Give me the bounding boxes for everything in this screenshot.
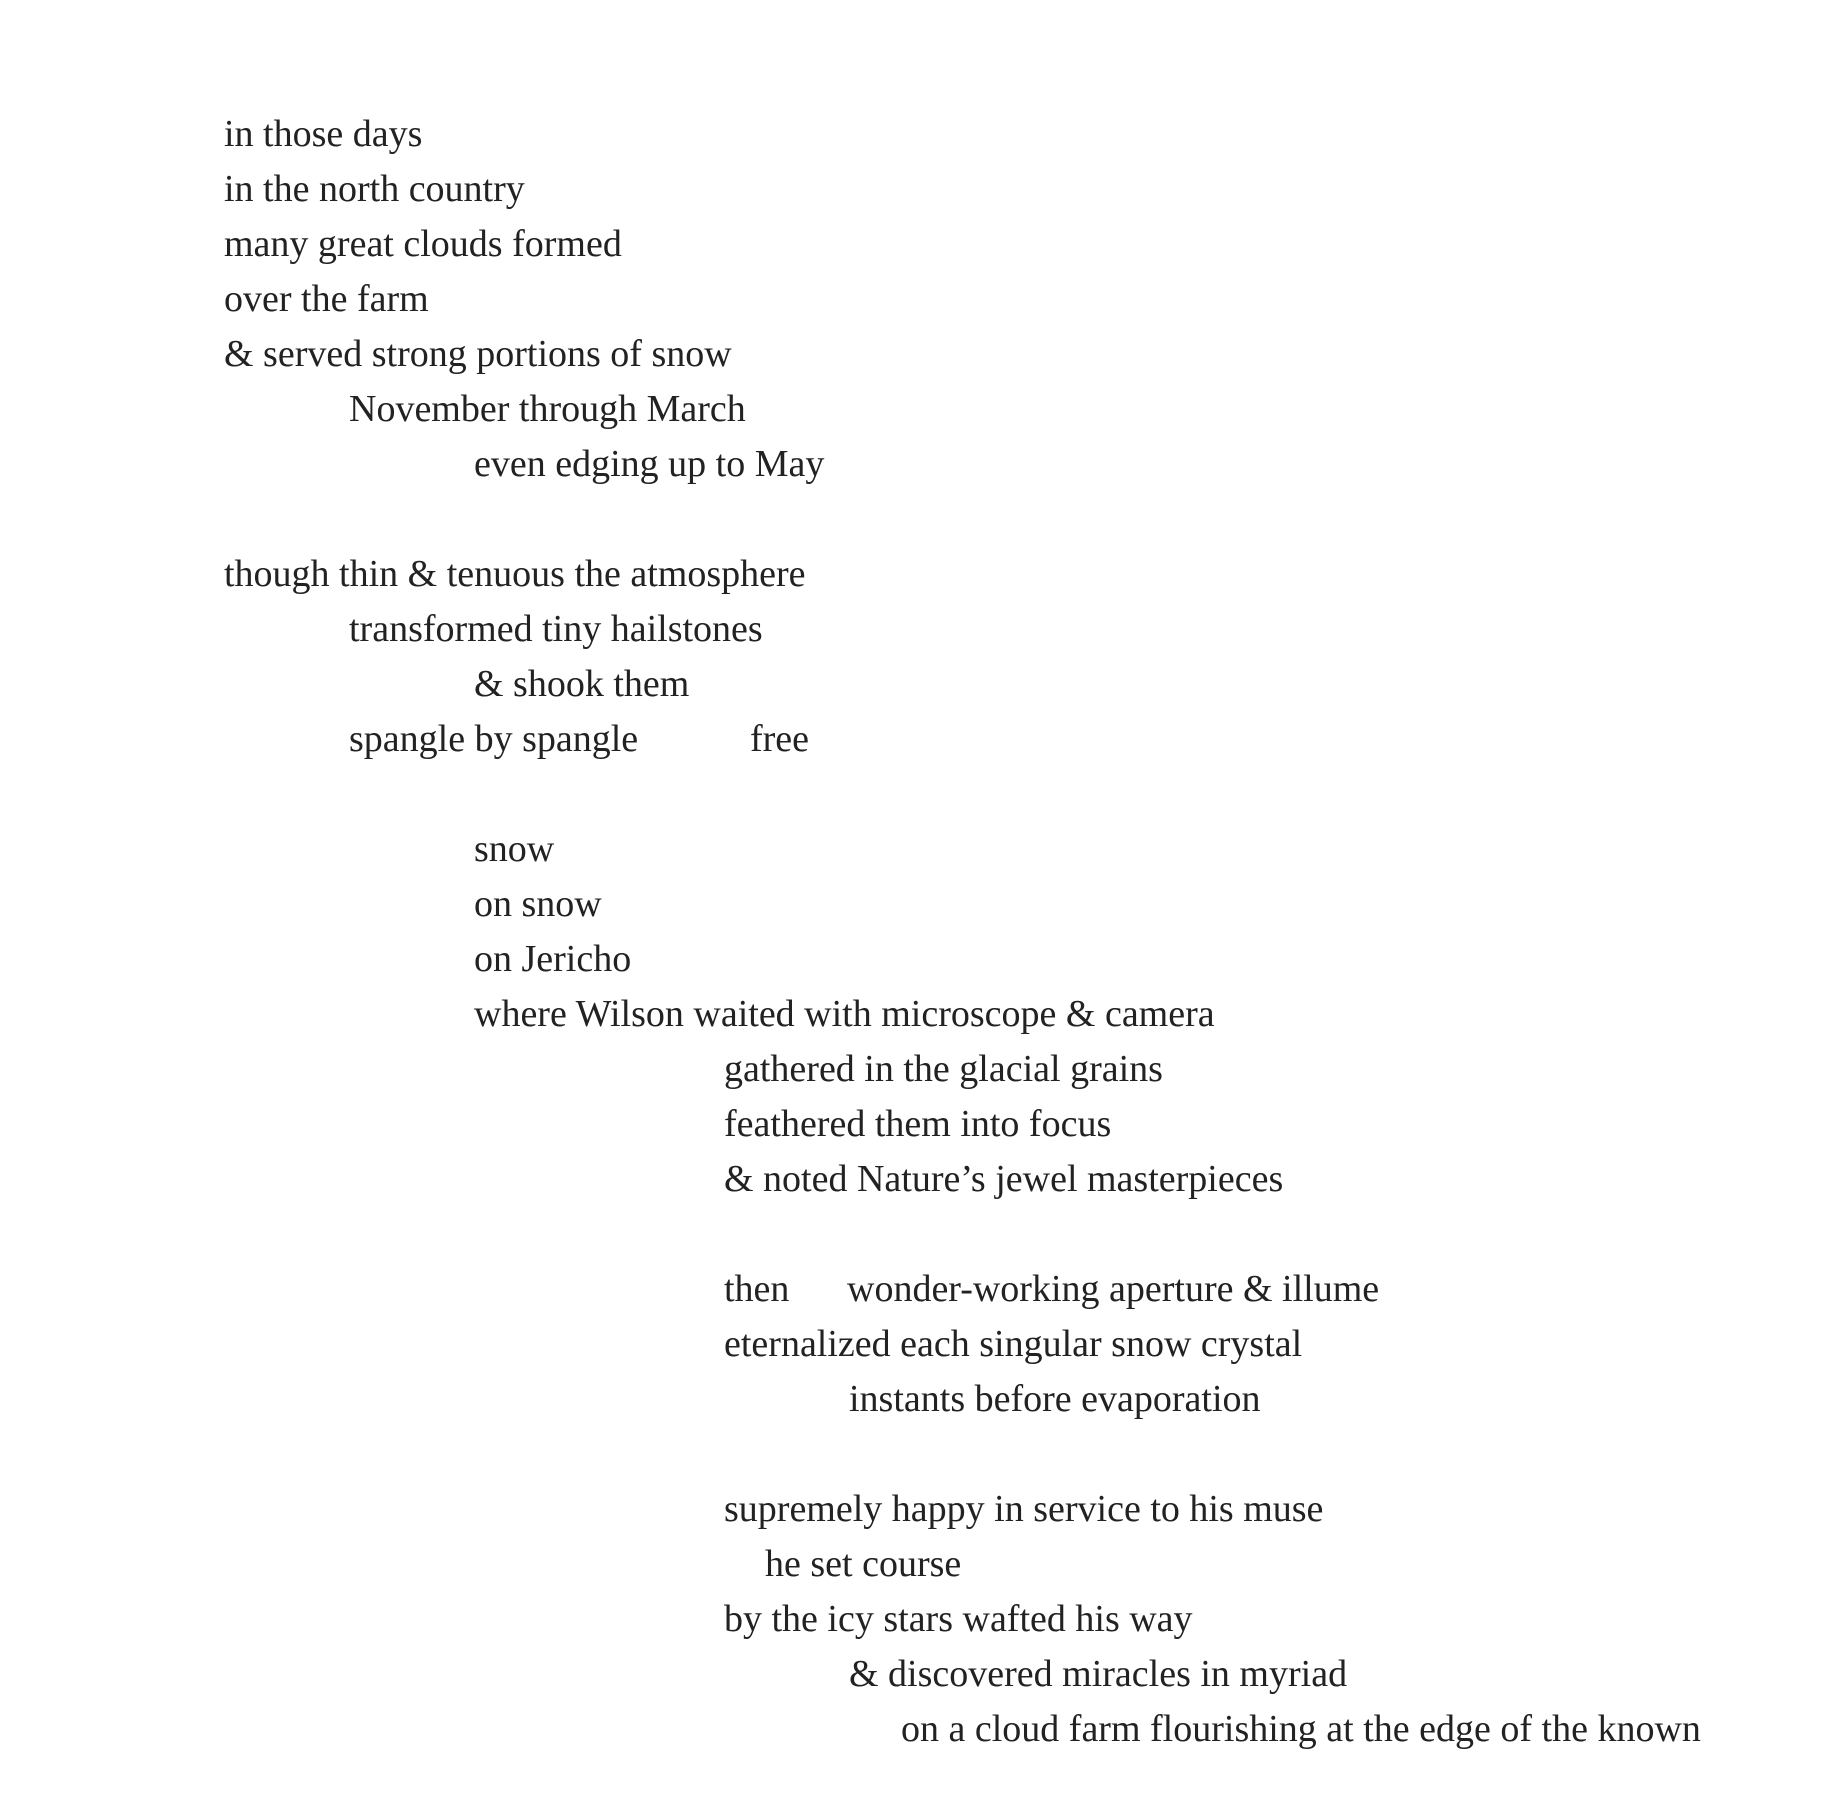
poem-line-text: though thin & tenuous the atmosphere <box>224 553 806 595</box>
poem-line <box>0 437 1824 492</box>
poem-line <box>0 1262 1824 1317</box>
poem-line <box>0 1097 1824 1152</box>
stanza-break <box>0 492 1824 547</box>
poem-line <box>0 1537 1824 1592</box>
poem-line <box>0 932 1824 987</box>
poem-line-text: where Wilson waited with microscope & camera <box>474 993 1215 1035</box>
poem-line <box>0 1152 1824 1207</box>
poem-line-text: in those days <box>224 113 423 155</box>
poem-line-text: supremely happy in service to his muse <box>724 1488 1324 1530</box>
poem-line-text: on a cloud farm flourishing at the edge of the known <box>901 1708 1701 1750</box>
poem-line <box>0 272 1824 327</box>
poem-line <box>0 382 1824 437</box>
poem-line-text: then <box>724 1268 790 1310</box>
poem-line-text: feathered them into focus <box>724 1103 1112 1145</box>
poem <box>0 107 1824 1757</box>
poem-line-extra-text: free <box>750 718 810 760</box>
poem-line-text: in the north country <box>224 168 525 210</box>
stanza-break <box>0 1427 1824 1482</box>
poem-line-text: transformed tiny hailstones <box>349 608 763 650</box>
poem-line-text: snow <box>474 828 555 870</box>
poem-line-text: he set course <box>765 1543 962 1585</box>
poem-line <box>0 327 1824 382</box>
poem-line-text: many great clouds formed <box>224 223 622 265</box>
poem-line <box>0 1317 1824 1372</box>
poem-line <box>0 1372 1824 1427</box>
poem-line-text: November through March <box>349 388 746 430</box>
poem-line-text: & noted Nature’s jewel masterpieces <box>724 1158 1284 1200</box>
stanza-break <box>0 767 1824 822</box>
poem-line-text: & shook them <box>474 663 690 705</box>
poem-line <box>0 1042 1824 1097</box>
poem-line <box>0 822 1824 877</box>
poem-line-text: over the farm <box>224 278 429 320</box>
stanza-break <box>0 1207 1824 1262</box>
poem-line-text: spangle by spangle <box>349 718 639 760</box>
poem-line <box>0 1647 1824 1702</box>
poem-line <box>0 217 1824 272</box>
poem-line-text: eternalized each singular snow crystal <box>724 1323 1303 1365</box>
poem-line <box>0 107 1824 162</box>
poem-line <box>0 1482 1824 1537</box>
poem-line-text: gathered in the glacial grains <box>724 1048 1163 1090</box>
poem-line <box>0 712 1824 767</box>
poem-line-text: by the icy stars wafted his way <box>724 1598 1193 1640</box>
poem-line-text: & discovered miracles in myriad <box>849 1653 1348 1695</box>
poem-line <box>0 602 1824 657</box>
poem-line <box>0 547 1824 602</box>
poem-line-extra-text: wonder-working aperture & illume <box>847 1268 1380 1310</box>
poem-line-text: & served strong portions of snow <box>224 333 732 375</box>
poem-line <box>0 1592 1824 1647</box>
poem-line-text: even edging up to May <box>474 443 825 485</box>
poem-line-text: on snow <box>474 883 602 925</box>
poem-line <box>0 657 1824 712</box>
poem-line-text: on Jericho <box>474 938 632 980</box>
poem-line <box>0 162 1824 217</box>
poem-line <box>0 1702 1824 1757</box>
poem-line <box>0 987 1824 1042</box>
poem-line <box>0 877 1824 932</box>
poem-line-text: instants before evaporation <box>849 1378 1261 1420</box>
